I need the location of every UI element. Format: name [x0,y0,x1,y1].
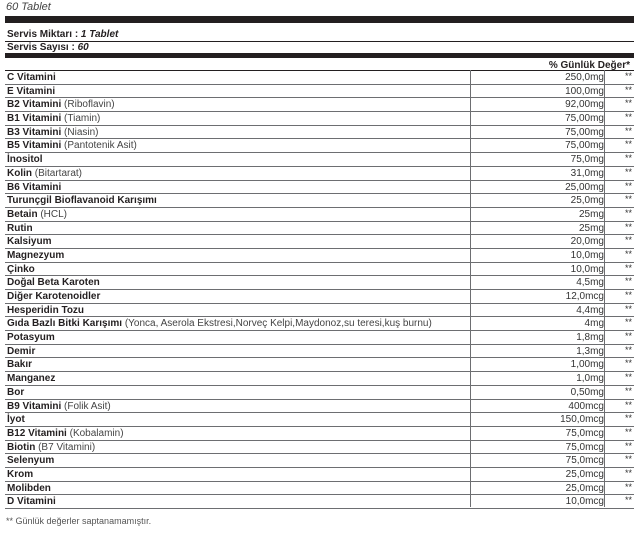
nutrient-name: İnositol [7,154,43,166]
table-row [5,85,634,99]
table-row [5,290,634,304]
daily-value: ** [624,385,632,396]
nutrient-name: Çinko [7,263,35,275]
table-row [5,222,634,236]
table-row [5,495,634,509]
nutrient-name: Bakır [7,359,33,371]
serving-count [7,42,89,53]
table-row [5,331,634,345]
daily-value: ** [624,84,632,95]
nutrient-name: Betain [7,208,38,220]
nutrient-name: Doğal Beta Karoten [7,277,100,289]
footnote: ** Günlük değerler saptanamamıştır. [6,516,152,526]
nutrient-amount: 75,00mg [565,113,604,125]
nutrient-amount: 250,0mg [565,72,604,83]
nutrient-amount: 25,0mcg [565,482,604,494]
nutrient-name: Kalsiyum [7,236,52,248]
nutrient-name: E Vitamini [7,85,56,97]
nutrient-amount: 4,4mg [576,304,604,316]
table-row [5,276,634,290]
table-row [5,482,634,496]
nutrient-name: B1 Vitamini [7,113,62,125]
nutrient-name-cell [7,345,35,358]
table-row [5,427,634,441]
table-row [5,139,634,153]
serving-size-value: 1 Tablet [80,29,119,40]
nutrient-amount: 25mg [578,222,604,234]
nutrient-name-cell [7,468,33,481]
nutrient-amount: 25,0mcg [565,468,604,480]
table-row [5,249,634,263]
nutrient-amount: 75,00mg [565,126,604,138]
table-row [5,441,634,455]
product-count-caption: 60 Tablet [6,1,51,13]
table-row [5,112,634,126]
nutrient-name-cell [7,331,55,344]
nutrient-amount: 10,0mg [570,249,604,261]
table-row [5,153,634,167]
daily-value: ** [624,303,632,314]
table-row [5,413,634,427]
daily-value: ** [624,413,632,424]
nutrient-amount: 20,0mg [570,236,604,248]
nutrient-name-cell [7,427,124,440]
nutrient-name-cell [7,276,100,289]
table-row [5,71,634,85]
table-row [5,194,634,208]
daily-value: ** [624,235,632,246]
daily-value: ** [624,71,632,81]
nutrient-name: B6 Vitamini [7,181,62,193]
daily-value: ** [624,153,632,164]
nutrient-name-cell [7,153,43,166]
daily-value-header: % Günlük Değer* [548,60,630,71]
nutrient-name: Magnezyum [7,249,65,261]
nutrient-name: Manganez [7,373,56,385]
serving-count-value: 60 [77,42,89,53]
nutrient-name-cell [7,71,56,84]
nutrient-name: Molibden [7,482,51,494]
nutrient-name-cell [7,126,99,139]
daily-value: ** [624,194,632,205]
nutrient-amount: 25,00mg [565,181,604,193]
daily-value: ** [624,467,632,478]
table-row [5,386,634,400]
table-row [5,372,634,386]
nutrient-name: Krom [7,468,34,480]
daily-value: ** [624,426,632,437]
daily-value: ** [624,248,632,259]
nutrient-name-cell [7,317,432,330]
table-row [5,208,634,222]
nutrient-amount: 12,0mcg [565,291,604,302]
nutrient-detail: (Bitartarat) [32,167,83,179]
nutrient-name: Potasyum [7,332,55,344]
daily-value: ** [624,290,632,300]
daily-value: ** [624,166,632,177]
table-row [5,98,634,112]
daily-value: ** [624,112,632,123]
nutrient-amount: 25,0mg [570,195,604,207]
nutrient-name-cell [7,98,115,111]
nutrient-amount: 10,0mg [570,263,604,275]
nutrient-name: Demir [7,345,36,357]
nutrient-amount: 1,3mg [576,345,604,357]
nutrient-name: Selenyum [7,455,55,467]
daily-value: ** [624,207,632,218]
table-row [5,358,634,372]
nutrient-amount: 400mcg [568,400,604,412]
daily-value: ** [624,331,632,342]
daily-value: ** [624,98,632,109]
daily-value: ** [624,221,632,232]
nutrient-name-cell [7,454,54,467]
serving-divider [5,41,634,42]
nutrient-name: Gıda Bazlı Bitki Karışımı [7,318,123,330]
table-row [5,345,634,359]
table-row [5,317,634,331]
nutrient-name: İyot [7,414,25,426]
nutrient-name: C Vitamini [7,72,56,83]
nutrient-name: B12 Vitamini [7,427,67,439]
nutrient-name-cell [7,358,32,371]
daily-value: ** [624,358,632,369]
nutrient-detail: (Niasin) [61,126,99,138]
nutrient-amount: 75,00mg [565,140,604,152]
nutrient-name-cell [7,263,35,276]
table-row [5,126,634,140]
nutrient-name-cell [7,482,51,495]
nutrient-amount: 75,0mcg [565,455,604,467]
nutrient-detail: (B7 Vitamini) [35,441,96,453]
nutrient-name: Biotin [7,441,36,453]
daily-value: ** [624,454,632,465]
table-row [5,304,634,318]
daily-value: ** [624,481,632,492]
nutrient-detail: (Pantotenik Asit) [61,140,137,152]
nutrient-detail: (Yonca, Aserola Ekstresi,Norveç Kelpi,Maydonoz,su teresi,kuş burnu) [122,318,432,330]
nutrient-name: B9 Vitamini [7,400,62,412]
nutrient-name-cell [7,495,56,508]
nutrient-name-cell [7,441,95,454]
nutrient-amount: 4mg [584,318,604,330]
nutrient-amount: 31,0mg [570,167,604,179]
serving-size-label: Servis Miktarı : [7,29,81,40]
nutrient-name: Rutin [7,222,33,234]
daily-value: ** [624,262,632,273]
daily-value: ** [624,495,632,506]
serving-count-label: Servis Sayısı : [7,42,78,53]
nutrient-detail: (Riboflavin) [61,99,115,111]
nutrient-name: B2 Vitamini [7,99,62,111]
nutrient-name: B5 Vitamini [7,140,62,152]
daily-value: ** [624,276,632,287]
nutrient-detail: (Kobalamin) [66,427,124,439]
nutrient-name-cell [7,181,61,194]
nutrient-amount: 1,0mg [576,373,604,385]
nutrient-amount: 4,5mg [576,277,604,289]
nutrient-amount: 1,00mg [570,359,604,371]
top-thick-divider [5,16,634,23]
nutrient-detail: (HCL) [37,208,68,220]
nutrient-name: Diğer Karotenoidler [7,291,101,302]
nutrient-name-cell [7,85,55,98]
table-row [5,235,634,249]
nutrient-amount: 150,0mcg [560,414,604,426]
daily-value: ** [624,317,632,328]
nutrient-name-cell [7,139,137,152]
nutrient-name-cell [7,194,157,207]
table-row [5,263,634,277]
daily-value: ** [624,440,632,451]
nutrient-detail: (Tiamin) [61,113,101,125]
nutrient-name-cell [7,372,55,385]
daily-value: ** [624,372,632,383]
nutrient-amount: 75,0mg [570,154,604,166]
table-row [5,181,634,195]
nutrient-name: B3 Vitamini [7,126,62,138]
nutrient-detail: (Folik Asit) [61,400,111,412]
daily-value: ** [624,344,632,355]
nutrient-amount: 0,50mg [570,386,604,398]
nutrient-name: Bor [7,386,25,398]
nutrient-name-cell [7,386,24,399]
nutrient-amount: 25mg [578,208,604,220]
table-row [5,167,634,181]
nutrient-amount: 1,8mg [576,332,604,344]
table-row [5,454,634,468]
nutrient-name-cell [7,413,25,426]
nutrient-name-cell [7,249,64,262]
nutrient-amount: 75,0mcg [565,441,604,453]
nutrient-amount: 10,0mcg [565,496,604,508]
daily-value: ** [624,125,632,136]
serving-size [7,29,118,40]
nutrient-name-cell [7,235,51,248]
nutrient-name-cell [7,112,100,125]
nutrient-name-cell [7,290,100,303]
nutrient-amount: 100,0mg [565,85,604,97]
nutrient-amount: 92,00mg [565,99,604,111]
daily-value: ** [624,139,632,150]
nutrient-name-cell [7,400,111,413]
table-row [5,468,634,482]
nutrient-name: Hesperidin Tozu [7,304,85,316]
nutrient-name-cell [7,222,33,235]
nutrient-name: Turunçgil Bioflavanoid Karışımı [7,195,157,207]
nutrient-name-cell [7,304,84,317]
nutrient-name-cell [7,208,67,221]
nutrient-table [5,71,634,509]
nutrient-name: D Vitamini [7,496,56,508]
nutrient-name-cell [7,167,82,180]
nutrient-amount: 75,0mcg [565,427,604,439]
table-row [5,400,634,414]
header-thick-divider [5,53,634,58]
daily-value: ** [624,180,632,191]
nutrient-name: Kolin [7,167,32,179]
daily-value: ** [624,399,632,410]
